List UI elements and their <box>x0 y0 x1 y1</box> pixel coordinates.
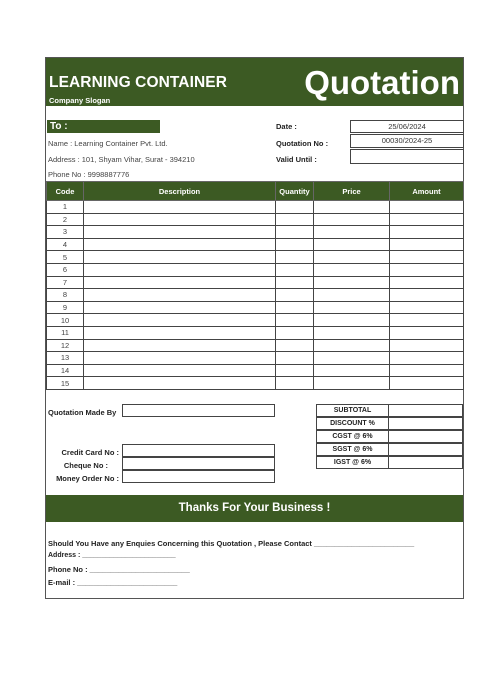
item-price-cell[interactable] <box>314 213 390 226</box>
item-code-cell: 5 <box>47 251 84 264</box>
table-header-row <box>47 182 464 201</box>
item-code-cell: 4 <box>47 238 84 251</box>
date-field[interactable]: 25/06/2024 <box>350 120 464 133</box>
item-quantity-cell[interactable] <box>276 326 314 339</box>
discount-value[interactable] <box>388 417 463 430</box>
item-amount-cell[interactable] <box>390 213 464 226</box>
client-phone: Phone No : 9998887776 <box>48 170 130 179</box>
discount-label: DISCOUNT % <box>316 417 389 430</box>
item-quantity-cell[interactable] <box>276 377 314 390</box>
item-price-cell[interactable] <box>314 301 390 314</box>
item-description-cell[interactable] <box>84 276 276 289</box>
item-description-cell[interactable] <box>84 289 276 302</box>
table-row <box>47 339 464 352</box>
item-price-cell[interactable] <box>314 201 390 214</box>
header-banner <box>46 58 463 106</box>
client-address: Address : 101, Shyam Vihar, Surat - 394210 <box>48 155 195 164</box>
item-amount-cell[interactable] <box>390 364 464 377</box>
column-header-price: Price <box>314 182 390 201</box>
item-price-cell[interactable] <box>314 238 390 251</box>
item-price-cell[interactable] <box>314 364 390 377</box>
item-amount-cell[interactable] <box>390 201 464 214</box>
item-code-cell: 6 <box>47 263 84 276</box>
enquiry-text: Should You Have any Enquies Concerning this Quotation , Please Contact ________________________ <box>48 539 415 548</box>
item-description-cell[interactable] <box>84 339 276 352</box>
money-order-field[interactable] <box>122 470 275 483</box>
sgst-value[interactable] <box>388 443 463 456</box>
item-price-cell[interactable] <box>314 276 390 289</box>
items-table <box>46 181 464 390</box>
item-description-cell[interactable] <box>84 377 276 390</box>
cgst-row <box>316 430 463 443</box>
table-row <box>47 201 464 214</box>
item-quantity-cell[interactable] <box>276 301 314 314</box>
item-description-cell[interactable] <box>84 226 276 239</box>
item-quantity-cell[interactable] <box>276 251 314 264</box>
contact-address: Address : ________________________ <box>48 552 176 559</box>
item-price-cell[interactable] <box>314 326 390 339</box>
item-amount-cell[interactable] <box>390 276 464 289</box>
item-price-cell[interactable] <box>314 377 390 390</box>
item-quantity-cell[interactable] <box>276 263 314 276</box>
made-by-label: Quotation Made By <box>48 408 117 417</box>
item-code-cell: 10 <box>47 314 84 327</box>
item-price-cell[interactable] <box>314 251 390 264</box>
credit-card-label: Credit Card No : <box>61 448 119 457</box>
item-amount-cell[interactable] <box>390 251 464 264</box>
table-row <box>47 301 464 314</box>
item-amount-cell[interactable] <box>390 263 464 276</box>
table-row <box>47 377 464 390</box>
item-code-cell: 8 <box>47 289 84 302</box>
item-amount-cell[interactable] <box>390 377 464 390</box>
item-quantity-cell[interactable] <box>276 352 314 365</box>
quotation-no-field[interactable]: 00030/2024-25 <box>350 134 464 148</box>
igst-label: IGST @ 6% <box>316 456 389 469</box>
item-quantity-cell[interactable] <box>276 201 314 214</box>
table-row <box>47 314 464 327</box>
item-price-cell[interactable] <box>314 314 390 327</box>
item-description-cell[interactable] <box>84 213 276 226</box>
to-label: To : <box>50 121 68 132</box>
item-code-cell: 11 <box>47 326 84 339</box>
table-row <box>47 326 464 339</box>
table-row <box>47 251 464 264</box>
table-row <box>47 352 464 365</box>
table-row <box>47 226 464 239</box>
company-name: LEARNING CONTAINER <box>49 74 228 91</box>
quotation-no-label: Quotation No : <box>276 139 329 148</box>
item-description-cell[interactable] <box>84 263 276 276</box>
item-code-cell: 13 <box>47 352 84 365</box>
thanks-banner: Thanks For Your Business ! <box>46 495 463 522</box>
item-price-cell[interactable] <box>314 289 390 302</box>
sgst-label: SGST @ 6% <box>316 443 389 456</box>
company-slogan: Company Slogan <box>49 96 111 105</box>
contact-email: E-mail : ________________________ <box>48 578 178 587</box>
item-code-cell: 15 <box>47 377 84 390</box>
item-quantity-cell[interactable] <box>276 339 314 352</box>
valid-until-label: Valid Until : <box>276 155 317 164</box>
to-bar <box>47 120 160 133</box>
item-amount-cell[interactable] <box>390 326 464 339</box>
table-row <box>47 276 464 289</box>
item-quantity-cell[interactable] <box>276 289 314 302</box>
discount-row <box>316 417 463 430</box>
table-row <box>47 289 464 302</box>
made-by-field[interactable] <box>122 404 275 417</box>
item-description-cell[interactable] <box>84 326 276 339</box>
item-code-cell: 1 <box>47 201 84 214</box>
money-order-label: Money Order No : <box>56 474 119 483</box>
credit-card-field[interactable] <box>122 444 275 457</box>
cgst-value[interactable] <box>388 430 463 443</box>
item-description-cell[interactable] <box>84 314 276 327</box>
item-price-cell[interactable] <box>314 339 390 352</box>
column-header-quantity: Quantity <box>276 182 314 201</box>
item-price-cell[interactable] <box>314 352 390 365</box>
column-header-amount: Amount <box>390 182 464 201</box>
subtotal-value[interactable] <box>388 404 463 417</box>
item-code-cell: 12 <box>47 339 84 352</box>
item-amount-cell[interactable] <box>390 339 464 352</box>
item-code-cell: 9 <box>47 301 84 314</box>
item-code-cell: 3 <box>47 226 84 239</box>
item-code-cell: 7 <box>47 276 84 289</box>
table-row <box>47 238 464 251</box>
item-description-cell[interactable] <box>84 251 276 264</box>
item-price-cell[interactable] <box>314 263 390 276</box>
column-header-code: Code <box>47 182 84 201</box>
item-amount-cell[interactable] <box>390 238 464 251</box>
igst-value[interactable] <box>388 456 463 469</box>
date-label: Date : <box>276 122 297 131</box>
item-amount-cell[interactable] <box>390 226 464 239</box>
item-code-cell: 2 <box>47 213 84 226</box>
cgst-label: CGST @ 6% <box>316 430 389 443</box>
item-description-cell[interactable] <box>84 301 276 314</box>
item-description-cell[interactable] <box>84 201 276 214</box>
sgst-row <box>316 443 463 456</box>
item-description-cell[interactable] <box>84 364 276 377</box>
item-code-cell: 14 <box>47 364 84 377</box>
cheque-field[interactable] <box>122 457 275 470</box>
cheque-label: Cheque No : <box>63 461 108 470</box>
contact-phone: Phone No : ________________________ <box>48 565 190 574</box>
document-title: Quotation <box>304 64 460 101</box>
item-amount-cell[interactable] <box>390 289 464 302</box>
table-row <box>47 213 464 226</box>
subtotal-row <box>316 404 463 417</box>
igst-row <box>316 456 463 469</box>
table-row <box>47 263 464 276</box>
item-amount-cell[interactable] <box>390 352 464 365</box>
quotation-sheet <box>45 57 464 599</box>
item-quantity-cell[interactable] <box>276 314 314 327</box>
item-quantity-cell[interactable] <box>276 213 314 226</box>
column-header-description: Description <box>84 182 276 201</box>
item-quantity-cell[interactable] <box>276 238 314 251</box>
item-quantity-cell[interactable] <box>276 226 314 239</box>
item-quantity-cell[interactable] <box>276 276 314 289</box>
table-row <box>47 364 464 377</box>
item-quantity-cell[interactable] <box>276 364 314 377</box>
item-amount-cell[interactable] <box>390 301 464 314</box>
subtotal-label: SUBTOTAL <box>316 404 389 417</box>
valid-until-field[interactable] <box>350 149 464 164</box>
client-name: Name : Learning Container Pvt. Ltd. <box>48 139 168 148</box>
item-amount-cell[interactable] <box>390 314 464 327</box>
item-description-cell[interactable] <box>84 238 276 251</box>
item-price-cell[interactable] <box>314 226 390 239</box>
item-description-cell[interactable] <box>84 352 276 365</box>
